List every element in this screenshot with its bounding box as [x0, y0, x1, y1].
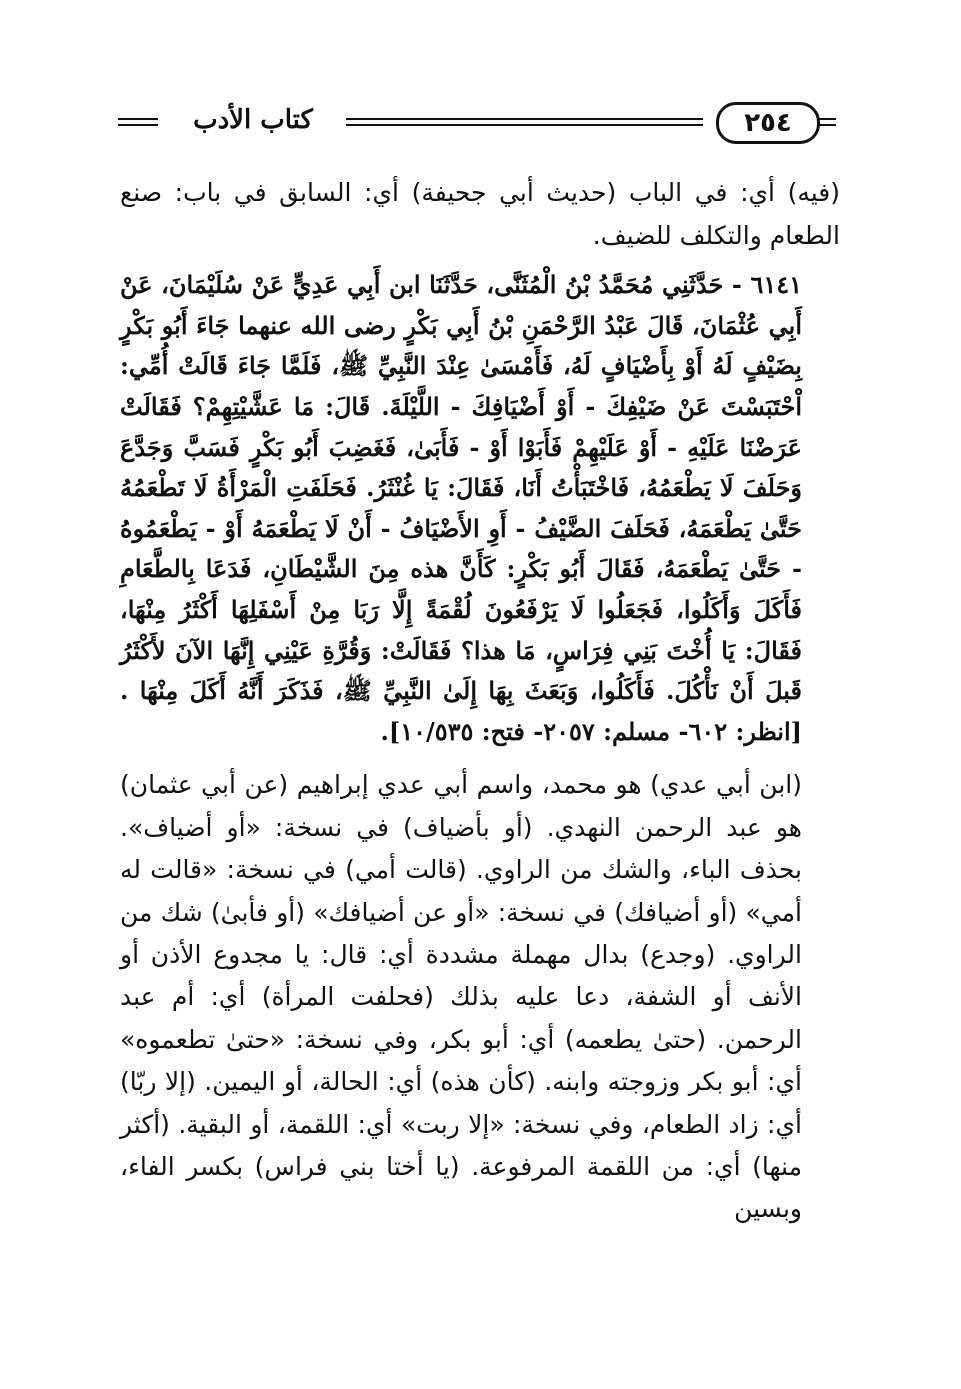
- intro-paragraph: (فيه) أي: في الباب (حديث أبي جحيفة) أي: السابق في باب: صنع الطعام والتكلف للضيف.: [120, 178, 840, 250]
- page-content: [120, 172, 840, 1231]
- commentary-paragraph: (ابن أبي عدي) هو محمد، واسم أبي عدي إبراهيم (عن أبي عثمان) هو عبد الرحمن النهدي. (أو بأضياف) في نسخة: «أو أضياف». بحذف الباء، والشك من الراوي. (قالت أمي) في نسخة: «قالت له أمي» (أو أضيافك) في نسخة: «أو عن أضيافك» (أو فأبىٰ) شك من الراوي. (وجدع) بدال مهملة مشددة أي: قال: يا مجدوع الأذن أو الأنف أو الشفة، دعا عليه بذلك (فحلفت المرأة) أي: أم عبد الرحمن. (حتىٰ يطعمه) أي: أبو بكر، وفي نسخة: «حتىٰ تطعموه» أي: أبو بكر وزوجته وابنه. (كأن هذه) أي: الحالة، أو اليمين. (إلا ربّا) أي: زاد الطعام، وفي نسخة: «إلا ربت» أي: اللقمة، أو البقية. (أكثر منها) أي: من اللقمة المرفوعة. (يا أختا بني فراس) بكسر الفاء، وبسين: [120, 770, 802, 1224]
- header-rule-left: [118, 118, 158, 126]
- hadith-paragraph: ٦١٤١ - حَدَّثَنِي مُحَمَّدُ بْنُ الْمُثَنَّى، حَدَّثَنَا ابن أَبِي عَدِيٍّ عَنْ سُلَيْمَانَ، عَنْ أَبِي عُثْمَانَ، قَالَ عَبْدُ الرَّحْمَنِ بْنُ أَبِي بَكْرٍ رضى الله عنهما جَاءَ أَبُو بَكْرٍ بِضَيْفٍ لَهُ أَوْ بِأَضْيَافٍ لَهُ، فَأَمْسَىٰ عِنْدَ النَّبِيِّ ﷺ، فَلَمَّا جَاءَ قَالَتْ أُمِّي: اْحْتَبَسْتَ عَنْ ضَيْفِكَ - أَوْ أَضْيَافِكَ - اللَّيْلَةَ. قَالَ: مَا عَشَّيْتِهِمْ؟ فَقَالَتْ عَرَضْنَا عَلَيْهِ - أَوْ عَلَيْهِمْ فَأَبَوْا أَوْ - فَأَبَىٰ، فَغَضِبَ أَبُو بَكْرٍ فَسَبَّ وَجَدَّعَ وَحَلَفَ لَا يَطْعَمُهُ، فَاخْتَبَأْتُ أَنَا، فَقَالَ: يَا غُنْثَرُ. فَحَلَفَتِ الْمَرْأَةُ لَا تَطْعَمُهُ حَتَّىٰ يَطْعَمَهُ، فَحَلَفَ الضَّيْفُ - أَوِ الأَضْيَافُ - أَنْ لَا يَطْعَمَهُ أَوْ - يَطْعَمُوهُ - حَتَّىٰ يَطْعَمَهُ، فَقَالَ أَبُو بَكْرٍ: كَأَنَّ هذه مِنَ الشَّيْطَانِ، فَدَعَا بِالطَّعَامِ فَأَكَلَ وَأَكَلُوا، فَجَعَلُوا لَا يَرْفَعُونَ لُقْمَةً إِلَّا رَبَا مِنْ أَسْفَلِهَا أَكْثَرُ مِنْهَا، فَقَالَ: يَا أُخْتَ بَنِي فِرَاسٍ، مَا هذا؟ فَقَالَتْ: وَقُرَّةِ عَيْنِي إِنَّهَا الآنَ لأَكْثَرُ قَبلَ أَنْ نَأْكُلَ. فَأَكَلُوا، وَبَعَثَ بِهَا إِلَىٰ النَّبِيِّ ﷺ، فَذَكَرَ أَنَّهُ أَكَلَ مِنْهَا .[انظر: ٦٠٢- مسلم: ٢٠٥٧- فتح: ١٠/٥٣٥].: [120, 270, 803, 746]
- header-rule-middle: [346, 118, 703, 126]
- book-title: كتاب الأدب: [193, 105, 313, 135]
- page-header: [118, 100, 836, 144]
- header-rule-right: [818, 118, 836, 126]
- page-number: ٢٥٤: [716, 102, 820, 144]
